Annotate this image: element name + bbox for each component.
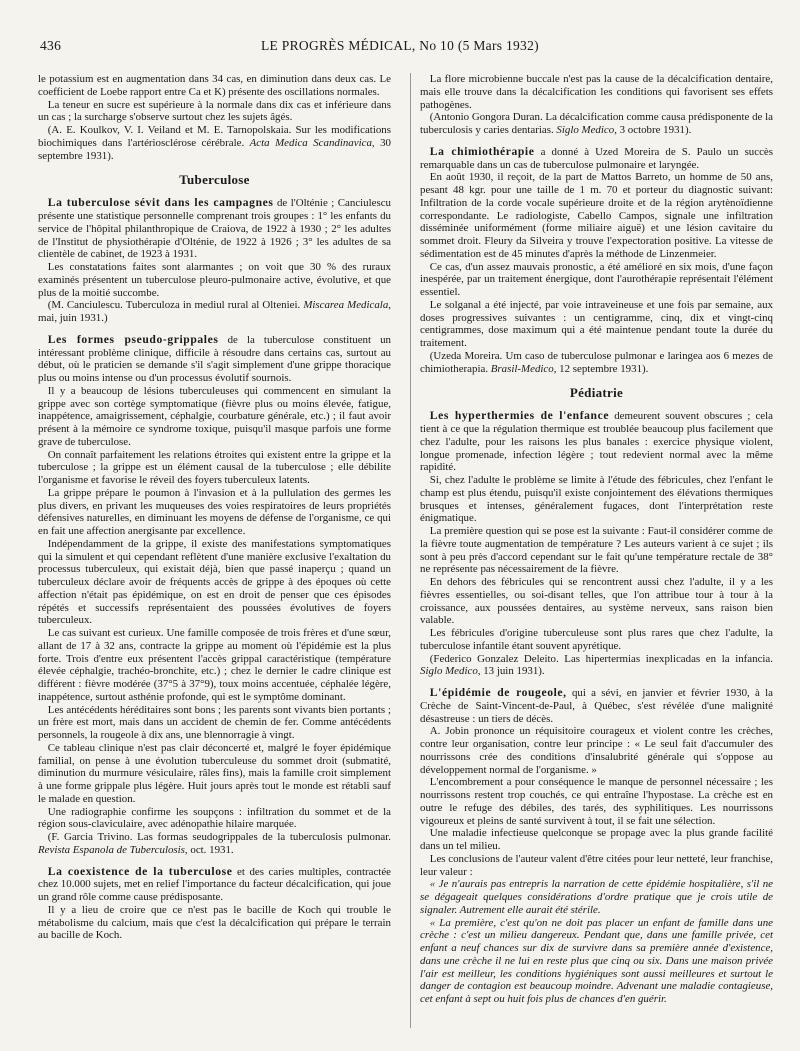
citation: (A. E. Koulkov, V. I. Veiland et M. E. Tarnopolskaia. Sur les modifications biochimiques dans l'artériosclérose cérébrale. Acta Medica Scandinavica, 30 septembre 1931).: [38, 124, 391, 162]
paragraph: La chimiothérapie a donné à Uzed Moreira de S. Paulo un succès remarquable dans un cas de tuberculose pulmonaire et laryngée.: [420, 144, 773, 171]
paragraph: Une maladie infectieuse quelconque se propage avec la plus grande facilité dans un tel milieu.: [420, 827, 773, 853]
page-number: 436: [40, 38, 62, 53]
citation: (F. Garcia Trivino. Las formas seudogrippales de la tuberculosis pulmonar. Revista Espanola de Tuberculosis, oct. 1931.: [38, 831, 391, 856]
paragraph: On connaît parfaitement les relations étroites qui existent entre la grippe et la tuberculose ; la grippe est un élément causal de la tuberculose ; elle débilite l'organisme et favorise le réveil des foyers tuberculeux latents.: [38, 448, 391, 487]
paragraph: La coexistence de la tuberculose et des caries multiples, contractée chez 10.000 sujets, met en relief l'importance du facteur décalcification, qui joue un grand rôle comme cause prédisposante.: [38, 864, 391, 904]
lead-phrase: La coexistence de la tuberculose: [47, 864, 233, 878]
journal-title: Brasil-Medico: [490, 362, 554, 375]
citation: (Federico Gonzalez Deleito. Las hipertermias inexplicadas en la infancia. Siglo Medico, 13 juin 1931).: [420, 652, 773, 678]
paragraph: La tuberculose sévit dans les campagnes de l'Olténie ; Canciulescu présente une statistique personnelle comprenant trois groupes : 1° les enfants du service de l'hôpital philanthropique de Craiova, de 1922 à 1930 ; 2° les adultes de l'Institut de physiothérapie d'Olténie, de 1922 à 1926 ; 3° les adultes de sa clientèle de cabinet, de 1923 à 1931.: [38, 196, 391, 261]
journal-title: Miscarea Medicala: [303, 299, 389, 312]
lead-phrase: La tuberculose sévit dans les campagnes: [47, 196, 274, 210]
running-title: LE PROGRÈS MÉDICAL, No 10 (5 Mars 1932): [261, 38, 539, 53]
paragraph: Le cas suivant est curieux. Une famille composée de trois frères et d'une sœur, allant de 17 à 32 ans, contracte la grippe au moment où l'épidémie est la plus forte. Trois d'entre eux présentent l'accès grippal caractéristique (température élevée céphalgie, trachéo-bronchite, etc.) ; chez le dernier le cadre clinique est différent : fièvre modérée (37°5 à 37°9), toux moins accentuée, céphalée légère, inappétence, surtout asthénie profonde, qui est le symptôme dominant.: [38, 627, 391, 703]
paragraph: L'épidémie de rougeole, qui a sévi, en janvier et février 1930, à la Crèche de Saint-Vincent-de-Paul, à Québec, s'est révélée d'une malignité désastreuse : un tiers de décès.: [420, 686, 774, 725]
paragraph: Une radiographie confirme les soupçons : infiltration du sommet et de la région sous-claviculaire, avec adénopathie hilaire marquée.: [38, 805, 391, 831]
paragraph: A. Jobin prononce un réquisitoire courageux et violent contre les crèches, contre leur organisation, contre leur principe : « Le seul fait d'accumuler des nourrissons crée des conditions d'insalubrité générale qui s'oppose au développement normal de l'organisme. »: [420, 725, 773, 776]
paragraph: Les formes pseudo-grippales de la tuberculose constituent un intéressant problème clinique, difficile à résoudre dans certains cas, surtout au début, où le praticien se demande s'il s'agit simplement d'une grippe thoracique plus ou moins intense ou d'un processus évolutif sournois.: [38, 332, 391, 385]
paragraph: Il y a beaucoup de lésions tuberculeuses qui commencent en simulant la grippe avec son cortège symptomatique (fièvre plus ou moins élevée, fatigue, inappétence, amaigrissement, céphalgie, courbature générale, etc.) ; il faut avoir présent à la mémoire ce syndrome toxique, puisqu'il masque parfois une forme grave de tuberculose.: [38, 384, 391, 448]
quotation: « La première, c'est qu'on ne doit pas placer un enfant de famille dans une crèche : c'est un milieu dangereux. Pendant que, dans une famille privée, cet enfant a neuf chances sur dix de survivre dans sa première année d'existence, dans une crèche il ne lui en reste plus que cinq ou six. Dans une maison privée l'air est meilleur, les conditions hygiéniques sont aussi meilleures et surtout le danger de contagion est beaucoup moindre. Advenant une maladie contagieuse, cet enfant à sept ou huit fois plus de chances d'en guérir.: [420, 916, 773, 1006]
quotation: « Je n'aurais pas entrepris la narration de cette épidémie hospitalière, s'il ne se dégageait quelques considérations d'ordre pratique que je crois utile de signaler. Autrement elle aurait été stérile.: [420, 878, 773, 916]
citation: (Antonio Gongora Duran. La décalcification comme causa prédisponente de la tuberculosis y caries dentarias. Siglo Medico, 3 octobre 1931).: [420, 111, 773, 136]
paragraph: La première question qui se pose est la suivante : Faut-il considérer comme de la fièvre toute augmentation de température ? Les auteurs varient à ce sujet ; ils sont à peu près d'accord cependant sur le fait qu'une température rectale de 38° ne représente pas nécessairement de la fièvre.: [420, 525, 773, 576]
paragraph: Ce cas, d'un assez mauvais pronostic, a été amélioré en six mois, d'une façon inespérée, par un traitement énergique, dont l'aurothérapie représentait l'élément essentiel.: [420, 260, 773, 298]
journal-title: Acta Medica Scandinavica: [249, 136, 372, 149]
right-column: [420, 73, 773, 1006]
paragraph: le potassium est en augmentation dans 34 cas, en diminution dans deux cas. Le coefficient de Loebe rapport entre Ca et K) présente des oscillations normales.: [38, 73, 391, 98]
paragraph: Ce tableau clinique n'est pas clair déconcerté et, malgré le foyer épidémique familial, on pense à une évolution tuberculeuse du sommet droit (submatité, diminution du murmure vésiculaire, râles fins), mais la famille croit simplement à une forme grippale plus légère. Huit jours après tout le monde est rétabli sauf le malade en question.: [38, 741, 391, 805]
paragraph: La grippe prépare le poumon à l'invasion et à la pullulation des germes les plus divers, en privant les muqueuses des voies respiratoires de leurs propriétés défensives naturelles, en diminuant les moyens de défense de l'organisme, ce qui en fait une affection anergisante par excellence.: [38, 486, 391, 538]
column-divider: [410, 73, 411, 1028]
section-heading-pediatrie: Pédiatrie: [569, 385, 624, 401]
paragraph: Les constatations faites sont alarmantes ; on voit que 30 % des ruraux examinés présentent un tuberculose pleuro-pulmonaire active, évolutive, et que plus de la moitié succombe.: [38, 261, 391, 299]
paragraph: Les conclusions de l'auteur valent d'être citées pour leur netteté, leur franchise, leur valeur :: [420, 852, 773, 878]
paragraph: L'encombrement a pour conséquence le manque de personnel nécessaire ; les nourrissons restent trop couchés, ce qui entraîne l'hypostase. La crèche est en outre le refuge des débiles, des tarés, des syphilitiques. Les nourrissons vigoureux et pleins de santé survivent à tout, il se fait une sélection.: [420, 776, 773, 827]
paragraph: En août 1930, il reçoit, de la part de Mattos Barreto, un homme de 50 ans, pesant 48 kgr. pour une taille de 1 m. 70 et porteur du diagnostic suivant: Infiltration de la corde vocale supérieure droite et de la région arytènoïdienne correspondante. Le radiologiste, Cabello Campos, signale une infiltration disséminée uniformément (forme miliaire aiguë) et une lésion cavitaire du sommet droit. Fleury da Silveira y trouve l'expectoration positive. La vitesse de sédimentation est de 45 minutes d'après la méthode de Linzenmeier.: [420, 171, 773, 260]
paragraph: Les hyperthermies de l'enfance demeurent souvent obscures ; cela tient à ce que la régulation thermique est troublée beaucoup plus facilement que chez l'adulte, pour les raisons les plus banales : exercice physique violent, longue promenade, infection légère ; tout redevient normal avec la même rapidité.: [420, 409, 773, 474]
paragraph: Le solganal a été injecté, par voie intraveineuse et une fois par semaine, aux doses progressives suivantes : un centigramme, cinq, dix et vingt-cinq centigrammes, dose maximum qui a été maintenue pendant toute la durée du traitement.: [420, 298, 773, 349]
lead-phrase: L'épidémie de rougeole,: [429, 686, 567, 700]
running-header: [30, 38, 770, 56]
section-heading-tuberculose: Tuberculose: [179, 172, 250, 188]
lead-phrase: Les hyperthermies de l'enfance: [429, 409, 610, 423]
lead-phrase: Les formes pseudo-grippales: [47, 332, 219, 346]
left-column: [38, 73, 391, 942]
journal-title: Revista Espanola de Tuberculosis: [38, 843, 185, 856]
lead-phrase: La chimiothérapie: [429, 144, 535, 158]
paragraph: Les fébricules d'origine tuberculeuse sont plus rares que chez l'adulte, la tuberculose infantile étant souvent apyrétique.: [420, 627, 773, 652]
citation: (M. Canciulescu. Tuberculoza in mediul rural al Olteniei. Miscarea Medicala, mai, juin 1931.): [38, 299, 391, 325]
journal-title: Siglo Medico: [420, 665, 478, 678]
paragraph: La teneur en sucre est supérieure à la normale dans dix cas et inférieure dans un cas ; la surcharge s'observe surtout chez les sujets âgés.: [38, 98, 391, 124]
paragraph: En dehors des fébricules qui se rencontrent aussi chez l'adulte, il y a les fièvres essentielles, ou soi-disant telles, que l'on attribue tour à tour à la croissance, aux poussées dentaires, au système nerveux, sans raison bien valable.: [420, 576, 773, 627]
journal-title: Siglo Medico: [556, 124, 615, 136]
paragraph: Indépendamment de la grippe, il existe des manifestations symptomatiques qui la simulent et qui cependant reflètent d'une manière exclusive l'exaltation du processus tuberculeux, qui existait déjà, bien que passé inaperçu ; quand un tuberculeux déclare avoir de fréquents accès de grippe à des époques où cette affection n'était pas épidémique, on est en droit de penser que ces épisodes répétés et successifs représentaient des poussées évolutives de foyers tuberculeux.: [38, 537, 391, 627]
citation: (Uzeda Moreira. Um caso de tuberculose pulmonar e laringea aos 6 mezes de chimiotherapia. Brasil-Medico, 12 septembre 1931).: [420, 349, 773, 375]
paragraph: Les antécédents héréditaires sont bons ; les parents sont vivants bien portants ; un frère est mort, mais dans un accident de chemin de fer. Comme antécédents personnels, la rougeole à dix ans, une blennorragie à vingt.: [38, 703, 391, 742]
paragraph: Il y a lieu de croire que ce n'est pas le bacille de Koch qui trouble le métabolisme du calcium, mais que c'est la décalcification qui prépare le terrain au bacille de Koch.: [38, 903, 391, 942]
paragraph: Si, chez l'adulte le problème se limite à l'étude des fébricules, chez l'enfant le champ est plus étendu, puisqu'il existe conjointement des élévations thermiques brusques et intenses, généralement fugaces, dont l'interprétation reste énigmatique.: [420, 474, 773, 525]
paragraph: La flore microbienne buccale n'est pas la cause de la décalcification dentaire, mais elle trouve dans la décalcification les conditions qui favorisent ses effets pathogènes.: [420, 73, 773, 111]
